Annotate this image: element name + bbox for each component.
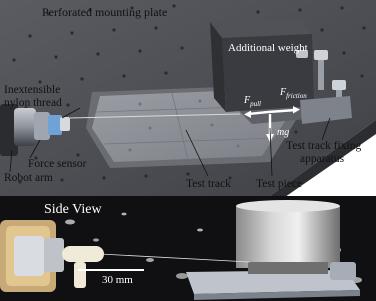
label-test-track: Test track bbox=[186, 178, 231, 190]
f-friction-base: F bbox=[280, 87, 287, 98]
label-additional-weight: Additional weight bbox=[228, 42, 308, 54]
side-cylinder bbox=[236, 206, 340, 268]
label-test-piece: Test piece bbox=[256, 178, 303, 190]
f-pull-base: F bbox=[244, 95, 251, 106]
side-test-piece bbox=[248, 262, 328, 274]
label-robot-arm: Robot arm bbox=[4, 172, 53, 184]
label-scale-bar: 30 mm bbox=[102, 274, 133, 286]
label-fixing-line1: Test track fixing bbox=[286, 140, 362, 152]
side-cylinder-top bbox=[236, 200, 340, 212]
symbol-mg: mg bbox=[277, 127, 290, 138]
f-friction-sub: friction bbox=[286, 92, 307, 100]
label-mounting-plate: Perforated mounting plate bbox=[42, 5, 168, 19]
label-fixing-line2: apparatus bbox=[300, 153, 345, 165]
label-thread-line1: Inextensible bbox=[4, 84, 61, 96]
label-side-view: Side View bbox=[44, 202, 102, 217]
f-pull-sub: pull bbox=[250, 100, 261, 108]
symbol-f-pull bbox=[244, 96, 261, 109]
label-force-sensor: Force sensor bbox=[28, 158, 87, 170]
side-clamp bbox=[330, 262, 356, 280]
symbol-f-friction bbox=[280, 88, 307, 101]
label-thread-line2: nylon thread bbox=[4, 97, 62, 109]
